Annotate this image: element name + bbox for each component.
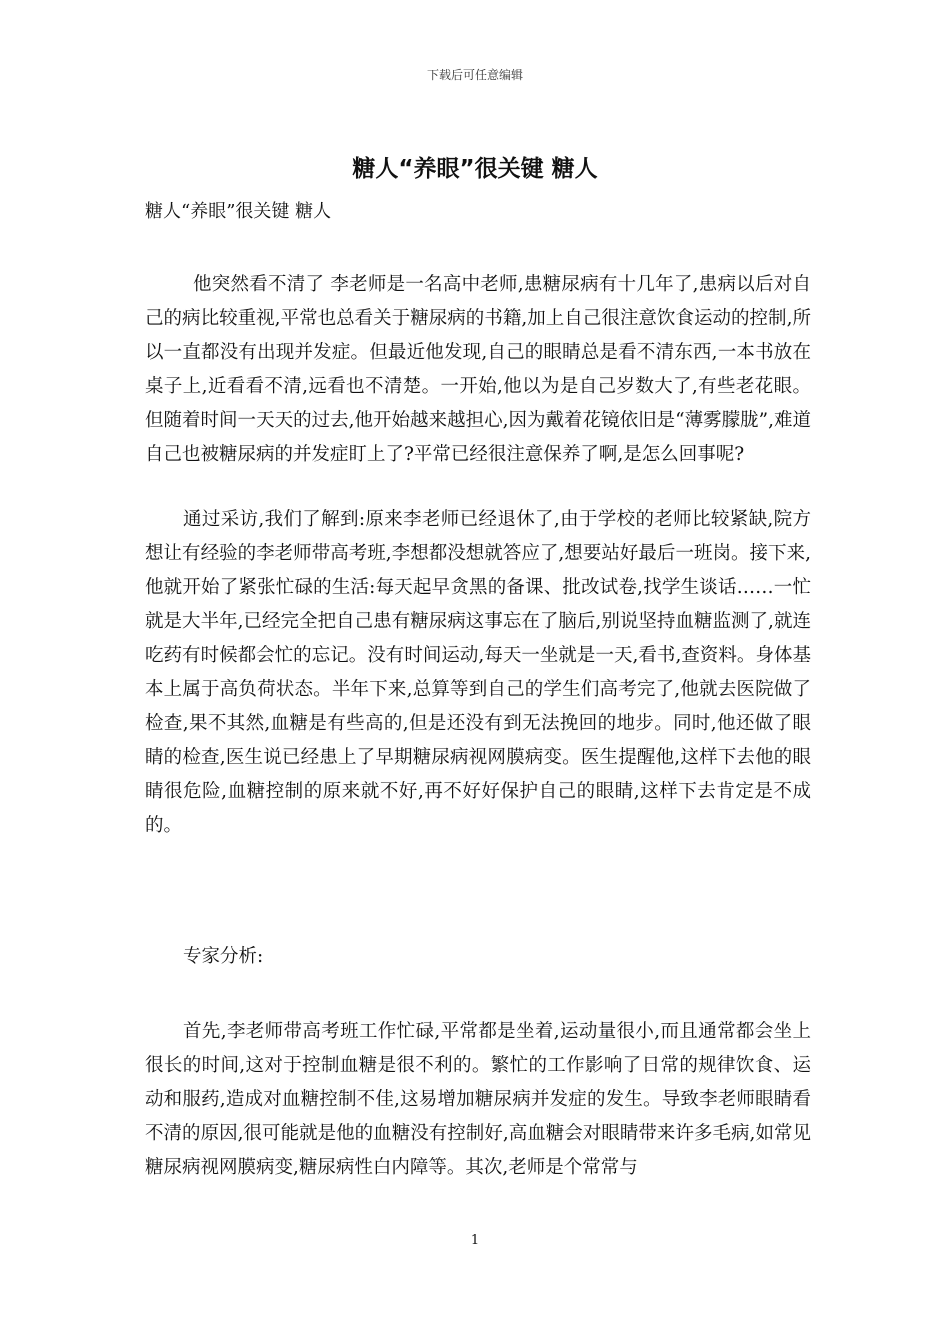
header-note: 下载后可任意编辑 (426, 68, 523, 82)
document-title: 糖人“养眼”很关键 糖人 (352, 156, 598, 182)
page-number: 1 (470, 1233, 480, 1248)
paragraph-2: 通过采访,我们了解到:原来李老师已经退休了,由于学校的老师比较紧缺,院方想让有经验的李老师带高考班,李想都没想就答应了,想要站好最后一班岗。接下来,他就开始了紧张忙碌的生活:每天起早贪黑的备课、批改试卷,找学生谈话……一忙就是大半年,已经完全把自己患有糖尿病这事忘在了脑后,别说坚持血糖监测了,就连吃药有时候都会忙的忘记。没有时间运动,每天一坐就是一天,看书,查资料。身体基本上属于高负荷状态。半年下来,总算等到自己的学生们高考完了,他就去医院做了检查,果不其然,血糖是有些高的,但是还没有到无法挽回的地步。同时,他还做了眼睛的检查,医生说已经患上了早期糖尿病视网膜病变。医生提醒他,这样下去他的眼睛很危险,血糖控制的原来就不好,再不好好保护自己的眼睛,这样下去肯定是不成的。 (145, 509, 811, 836)
paragraph-3: 首先,李老师带高考班工作忙碌,平常都是坐着,运动量很小,而且通常都会坐上很长的时间,这对于控制血糖是很不利的。繁忙的工作影响了日常的规律饮食、运动和服药,造成对血糖控制不佳,这易增加糖尿病并发症的发生。导致李老师眼睛看不清的原因,很可能就是他的血糖没有控制好,高血糖会对眼睛带来许多毛病,如常见糖尿病视网膜病变,糖尿病性白内障等。其次,老师是个常常与 (145, 1021, 811, 1178)
section-heading-expert-analysis: 专家分析: (183, 946, 264, 967)
document-subtitle: 糖人“养眼”很关键 糖人 (145, 201, 332, 222)
paragraph-1: 他突然看不清了 李老师是一名高中老师,患糖尿病有十几年了,患病以后对自己的病比较重视,平常也总看关于糖尿病的书籍,加上自己很注意饮食运动的控制,所以一直都没有出现并发症。但最近他发现,自己的眼睛总是看不清东西,一本书放在桌子上,近看看不清,远看也不清楚。一开始,他以为是自己岁数大了,有些老花眼。但随着时间一天天的过去,他开始越来越担心,因为戴着花镜依旧是“薄雾朦胧”,难道自己也被糖尿病的并发症盯上了?平常已经很注意保养了啊,是怎么回事呢? (145, 274, 811, 465)
